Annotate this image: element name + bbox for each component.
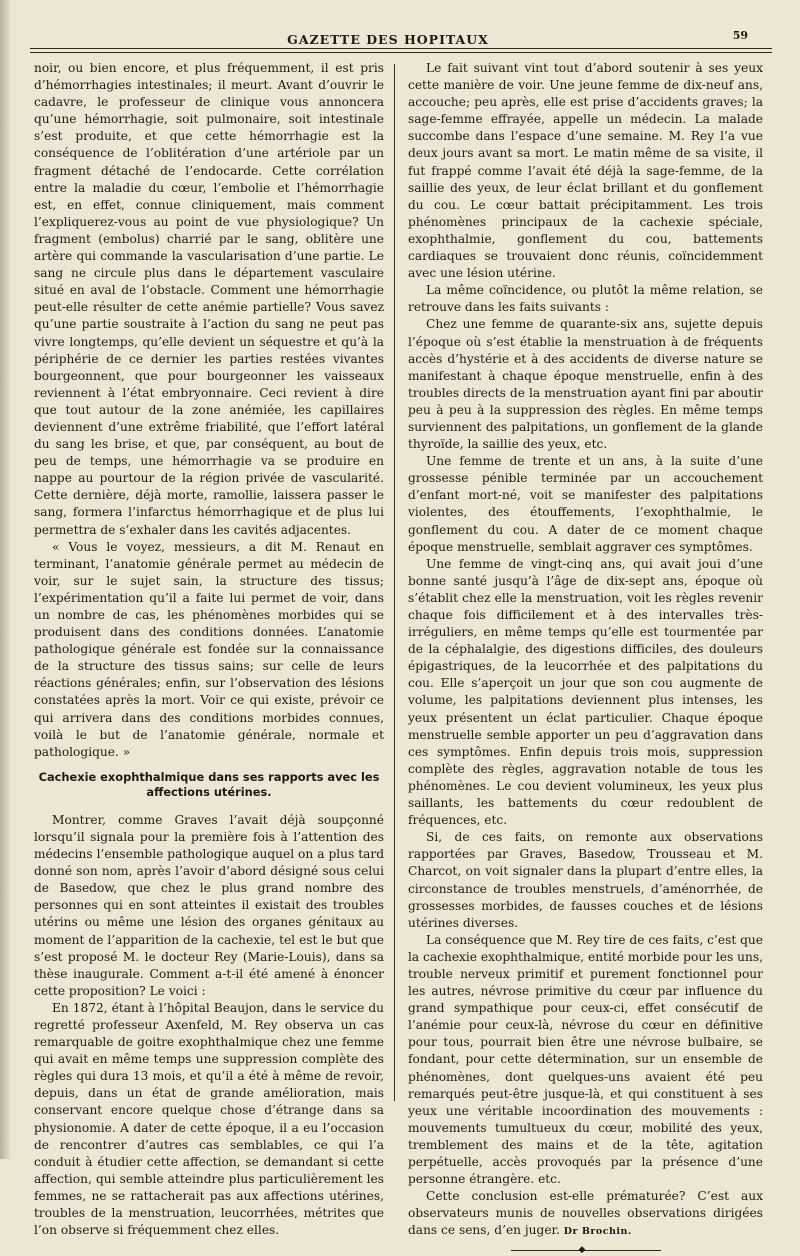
closing-paragraph: [408, 1188, 763, 1240]
paragraph: Chez une femme de quarante-six ans, sujette depuis l’époque où s’est établie la menstruation à de fréquents accès d’hystérie et à des accidents de diverse nature se manifestant à chaque époque menstruelle, enfin à des troubles directs de la menstruation ayant fini par aboutir peu à peu à la suppression des règles. En même temps surviennent des palpitations, un gonflement de la glande thyroïde, la saillie des yeux, etc.: [408, 317, 763, 452]
closing-ornament-rule: [511, 1246, 661, 1256]
paragraph: Si, de ces faits, on remonte aux observations rapportées par Graves, Basedow, Trousseau et M. Charcot, on voit signaler dans la plupart d’entre elles, la circonstance de troubles menstruels, d’aménorrhée, de grossesses morbides, de fausses couches et de lésions utérines diverses.: [408, 830, 763, 930]
header-rule-thick: [30, 48, 772, 49]
diamond-ornament-icon: ◆: [578, 1245, 586, 1256]
column-divider: [394, 64, 395, 1101]
closing-text: Cette conclusion est-elle prématurée? C’est aux observateurs munis de nouvelles observations dirigées dans ce sens, d’en juger.: [408, 1189, 763, 1238]
paragraph: noir, ou bien encore, et plus fréquemment, il est pris d’hémorrhagies intestinales; il meurt. Avant d’ouvrir le cadavre, le professeur de clinique vous annoncera qu’une hémorrhagie, soit pulmonaire, soit intestinale s’est produite, et que cette hémorrhagie est la conséquence de l’oblitération d’une artériole par un fragment détaché de l’endocarde. Cette corrélation entre la maladie du cœur, l’embolie et l’hémorrhagie est, en effet, connue cliniquement, mais comment l’expliquerez-vous au point de vue physiologique? Un fragment (embolus) charrié par le sang, oblitère une artère qui commande la vascularisation d’une partie. Le sang ne circule plus dans le département vasculaire situé en aval de l’obstacle. Comment une hémorrhagie peut-elle résulter de cette anémie partielle? Vous savez qu’une partie soustraite à l’action du sang ne peut pas vivre longtemps, qu’elle devient un séquestre et qu’à la périphérie de ce dernier les parties restées vivantes bourgeonnent, que pour bourgeonner les vaisseaux reviennent à l’état embryonnaire. Ceci revient à dire que tout autour de la zone anémiée, les capillaires deviennent d’une extrême friabilité, que l’effort latéral du sang les brise, et que, par conséquent, au bout de peu de temps, une hémorrhagie va se produire en nappe au pourtour de la région privée de vascularité. Cette dernière, déjà morte, ramollie, laissera passer le sang, formera l’infarctus hémorrhagique et de plus lui permettra de s’exhaler dans les cavités adjacentes.: [34, 61, 384, 537]
page-spine-shadow: [0, 0, 10, 1159]
author-signature: Dr Brochin.: [563, 1226, 632, 1238]
page-header: [28, 26, 748, 48]
header-rule-thin: [30, 52, 772, 53]
paragraph: Le fait suivant vint tout d’abord soutenir à ses yeux cette manière de voir. Une jeune femme de dix-neuf ans, accouche; peu après, elle est prise d’accidents graves; la sage-femme effrayée, appelle un médecin. La malade succombe dans l’espace d’une semaine. M. Rey l’a vue deux jours avant sa mort. Le matin même de sa visite, il fut frappé comme l’avait été déjà la sage-femme, de la saillie des yeux, de leur éclat brillant et du gonflement du cou. Le cœur battait précipitamment. Les trois phénomènes principaux de la cachexie spéciale, exophthalmie, gonflement du cou, battements cardiaques se trouvaient donc réunis, coïncidemment avec une lésion utérine.: [408, 61, 763, 281]
right-column: [408, 60, 763, 1256]
paragraph: En 1872, étant à l’hôpital Beaujon, dans le service du regretté professeur Axenfeld, M. Rey observa un cas remarquable de goitre exophthalmique chez une femme qui avait en même temps une suppression complète des règles qui dura 13 mois, et qu’il a été à même de revoir, depuis, dans un état de grande amélioration, mais conservant encore quelque chose d’étrange dans sa physionomie. A dater de cette époque, il a eu l’occasion de rencontrer d’autres cas semblables, ce qui l’a conduit à étudier cette affection, se demandant si cette affection, qui semble atteindre plus particulièrement les femmes, ne se rattacherait pas aux affections utérines, troubles de la menstruation, leucorrhées, métrites que l’on observe si fréquemment chez elles.: [34, 1000, 384, 1238]
paragraph: La conséquence que M. Rey tire de ces faits, c’est que la cachexie exophthalmique, entité morbide pour les uns, trouble nerveux primitif et purement fonctionnel pour les autres, névrose primitive du cœur par influence du grand sympathique pour ceux-ci, effet consécutif de l’anémie pour ceux-là, névrose du cœur en définitive pour tous, pourrait bien être une névrose bulbaire, se fondant, pour cette détermination, sur un ensemble de phénomènes, dont quelques-uns avaient été peu remarqués peut-être jusque-là, et qui constituent à ses yeux une véritable incoordination des mouvements : mouvements tumultueux du cœur, mobilité des yeux, tremblement des mains et de la tête, agitation perpétuelle, accès provoqués par la présence d’une personne étrangère. etc.: [408, 932, 763, 1187]
paragraph: Montrer, comme Graves l’avait déjà soupçonné lorsqu’il signala pour la première fois à l’attention des médecins l’ensemble pathologique auquel on a plus tard donné son nom, après l’avoir d’abord désigné sous celui de Basedow, que chez le plus grand nombre des personnes qui en sont atteintes il existait des troubles utérins ou même une lésion des organes génitaux au moment de l’apparition de la cachexie, tel est le but que s’est proposé M. le docteur Rey (Marie-Louis), dans sa thèse inaugurale. Comment a-t-il été amené à énoncer cette proposition? Le voici :: [34, 812, 384, 998]
paragraph: Une femme de vingt-cinq ans, qui avait joui d’une bonne santé jusqu’à l’âge de dix-sept ans, époque où s’établit chez elle la menstruation, voit les règles revenir chaque fois difficilement et à des intervalles très-irréguliers, en même temps qu’elle est tourmentée par de la céphalalgie, des digestions difficiles, des douleurs épigastriques, de la leucorrhée et des palpitations du cou. Elle s’aperçoit un jour que son cou augmente de volume, les palpitations deviennent plus intenses, les yeux présentent un éclat particulier. Chaque époque menstruelle semble apporter un peu d’aggravation dans ces symptômes. Enfin depuis trois mois, suppression complète des règles, aggravation notable de tous les phénomènes. Le cou devient volumineux, les yeux plus saillants, les battements du cœur redoublent de fréquences, etc.: [408, 556, 763, 828]
section-title: Cachexie exophthalmique dans ses rapports avec les affections utérines.: [38, 769, 380, 800]
page-number: 59: [732, 29, 748, 42]
paragraph: « Vous le voyez, messieurs, a dit M. Renaut en terminant, l’anatomie générale permet au médecin de voir, sur le sujet sain, la structure des tissus; l’expérimentation qu’il a faite lui permet de voir, dans un nombre de cas, les phénomènes morbides qui se produisent dans des conditions données. L’anatomie pathologique générale est fondée sur la connaissance de la structure des tissus sains; sur celle de leurs réactions générales; enfin, sur l’observation des lésions constatées après la mort. Voir ce qui existe, prévoir ce qui arrivera dans des conditions morbides connues, voilà le but de l’anatomie générale, normale et pathologique. »: [34, 539, 384, 759]
running-title: GAZETTE DES HOPITAUX: [287, 32, 489, 47]
paragraph: La même coïncidence, ou plutôt la même relation, se retrouve dans les faits suivants :: [408, 283, 763, 315]
paragraph: Une femme de trente et un ans, à la suite d’une grossesse pénible terminée par un accouchement d’enfant mort-né, voit se manifester des palpitations violentes, des étouffements, l’exophthalmie, le gonflement du cou. A dater de ce moment chaque époque menstruelle, semblait aggraver ces symptômes.: [408, 454, 763, 554]
left-column: [34, 60, 384, 1238]
